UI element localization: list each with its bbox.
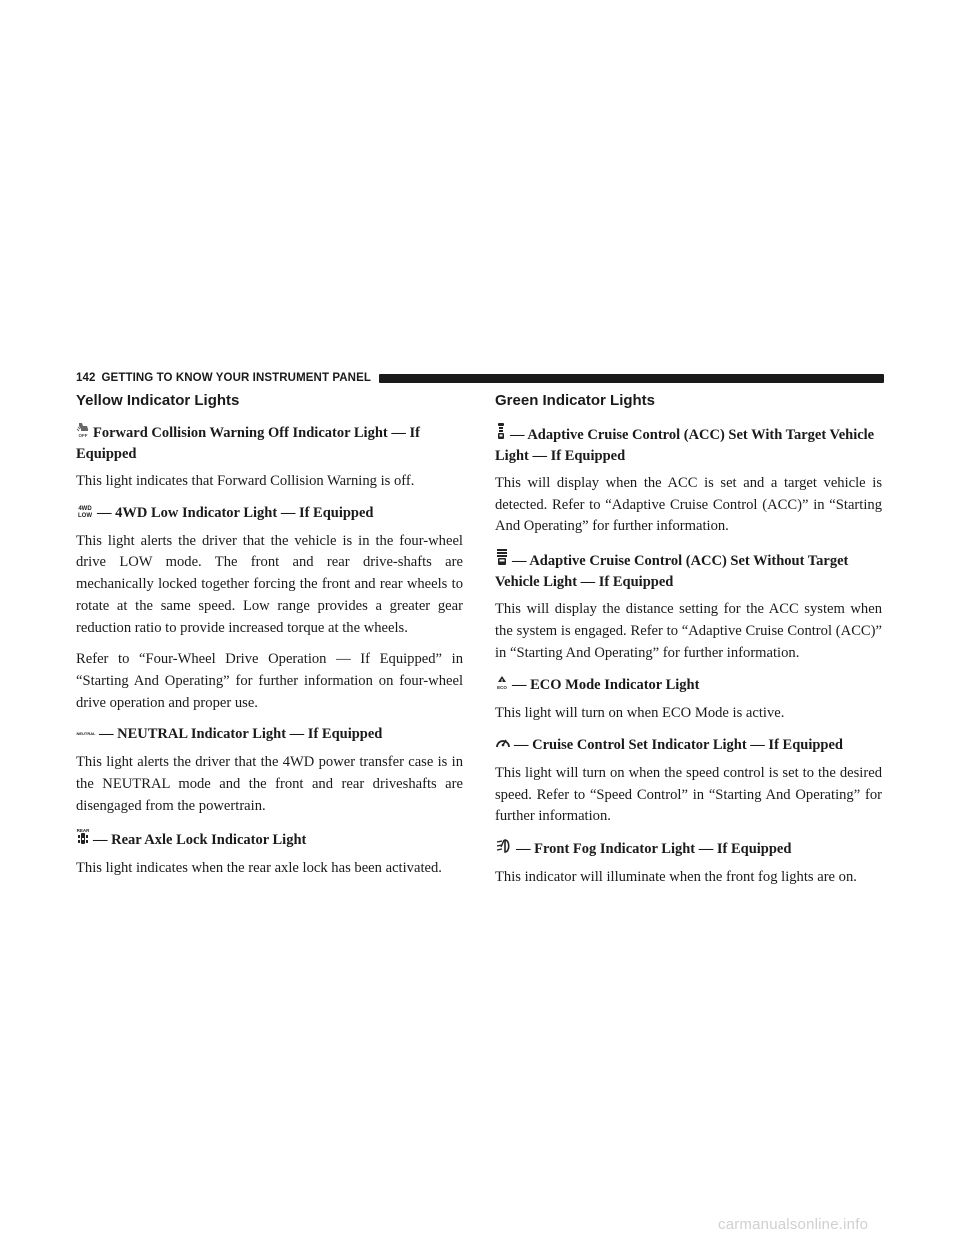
item-title-text: — NEUTRAL Indicator Light — If Equipped [99,726,383,743]
item-paragraph: This will display the distance setting for the ACC system when the system is engaged. Refer to “Adaptive Cruise Control (ACC)” in “Starting And Operating” for further information. [495,601,882,661]
item-paragraph: This light will turn on when ECO Mode is active. [495,705,785,722]
page-number: 142 [76,372,96,384]
item-title [495,735,882,756]
item-title-text: — Rear Axle Lock Indicator Light [93,832,307,849]
item-title [495,548,882,592]
item-paragraph: This indicator will illuminate when the front fog lights are on. [495,869,857,886]
left-column [76,392,463,890]
low-label: LOW [78,512,92,518]
eco-mode-icon [495,674,509,696]
item-paragraph: Refer to “Four-Wheel Drive Operation — If Equipped” in “Starting And Operating” for further information on four-wheel drive operation and proper use. [76,651,463,711]
cruise-control-icon [495,736,511,756]
section-title: GETTING TO KNOW YOUR INSTRUMENT PANEL [101,372,371,384]
item-title [495,674,882,696]
item-title [76,503,463,524]
neutral-icon [76,725,96,745]
forward-collision-off-icon [76,422,90,444]
item-title-text: — ECO Mode Indicator Light [512,677,700,694]
item-paragraph: This light alerts the driver that the vehicle is in the four-wheel drive LOW mode. The front and rear drive-shafts are mechanically locked together forcing the front and rear wheels to rotate at the same speed. Low range provides a greater gear reduction ratio to provide increased torque at the wheels. [76,532,463,636]
header-rule [379,374,884,383]
watermark: carmanualsonline.info [718,1216,869,1233]
item-paragraph: This light alerts the driver that the 4WD power transfer case is in the NEUTRAL mode and the front and rear driveshafts are disengaged from the powertrain. [76,754,463,814]
4wd-low-icon [76,504,94,524]
acc-target-icon [495,422,507,446]
right-column [495,392,882,899]
item-title [495,838,882,860]
item-title [76,724,463,745]
item-title-text: — Adaptive Cruise Control (ACC) Set Without Target Vehicle Light — If Equipped [495,553,849,591]
item-paragraph: This light will turn on when the speed control is set to the desired speed. Refer to “Speed Control” in “Starting And Operating” for further information. [495,764,882,825]
green-indicator-heading: Green Indicator Lights [495,392,656,409]
item-title-text: — Adaptive Cruise Control (ACC) Set With Target Vehicle Light — If Equipped [495,427,875,464]
item-title-text: Forward Collision Warning Off Indicator Light — If Equipped [76,425,420,462]
item-title [495,422,882,466]
4wd-label: 4WD [78,505,92,512]
item-title-text: — 4WD Low Indicator Light — If Equipped [97,504,374,521]
front-fog-icon [495,838,513,860]
rear-axle-lock-icon [76,827,90,851]
page-header [76,370,884,386]
item-paragraph: This will display when the ACC is set and a target vehicle is detected. Refer to “Adaptive Cruise Control (ACC)” in “Starting And Operating” for further information. [495,475,882,535]
fcw-off-label: OFF [78,433,88,438]
neutral-label: NEUTRAL [76,731,96,737]
item-title-text: — Front Fog Indicator Light — If Equipped [516,841,792,858]
item-title [76,422,463,464]
eco-label: ECO [497,685,507,691]
item-title [76,827,463,851]
item-title-text: — Cruise Control Set Indicator Light — If Equipped [514,736,843,753]
item-paragraph: This light indicates that Forward Collision Warning is off. [76,473,415,489]
yellow-indicator-heading: Yellow Indicator Lights [76,392,240,409]
acc-no-target-icon [495,548,509,572]
item-paragraph: This light indicates when the rear axle lock has been activated. [76,860,442,877]
rear-label: REAR [76,828,90,834]
